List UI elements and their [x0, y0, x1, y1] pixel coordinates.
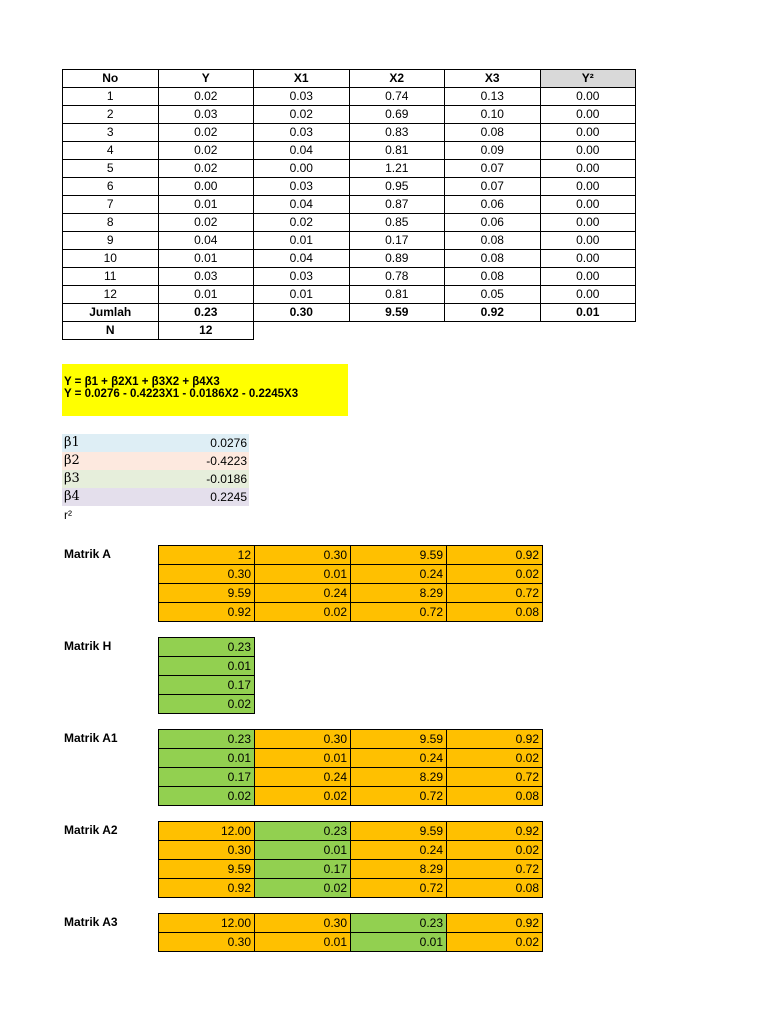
- matrix-cell[interactable]: 9.59: [351, 822, 447, 841]
- matrix-cell[interactable]: 0.92: [159, 603, 255, 622]
- table-cell[interactable]: 10: [63, 250, 159, 268]
- table-cell[interactable]: 0.00: [540, 124, 636, 142]
- matrix-cell[interactable]: 0.02: [447, 841, 543, 860]
- column-header[interactable]: X1: [254, 70, 350, 88]
- table-cell[interactable]: 0.04: [254, 142, 350, 160]
- matrix-cell[interactable]: 8.29: [351, 860, 447, 879]
- matrix-cell[interactable]: 0.02: [255, 787, 351, 806]
- table-cell[interactable]: 0.00: [540, 250, 636, 268]
- table-cell[interactable]: 0.00: [540, 160, 636, 178]
- sum-cell[interactable]: 0.92: [445, 304, 541, 322]
- table-cell[interactable]: 0.00: [540, 88, 636, 106]
- matrix-cell[interactable]: 0.92: [447, 546, 543, 565]
- matrix-cell[interactable]: 9.59: [351, 730, 447, 749]
- table-cell[interactable]: 0.09: [445, 142, 541, 160]
- table-cell[interactable]: 0.08: [445, 124, 541, 142]
- matrix-cell[interactable]: 0.72: [351, 787, 447, 806]
- matrix-cell[interactable]: 0.72: [351, 603, 447, 622]
- matrix-cell[interactable]: 0.24: [351, 565, 447, 584]
- table-cell[interactable]: 0.04: [254, 196, 350, 214]
- matrix-cell[interactable]: 0.72: [447, 860, 543, 879]
- matrix-row: [159, 730, 543, 749]
- table-cell[interactable]: 8: [63, 214, 159, 232]
- table-cell[interactable]: 0.06: [445, 214, 541, 232]
- table-cell[interactable]: 12: [63, 286, 159, 304]
- matrix-cell[interactable]: 0.30: [255, 730, 351, 749]
- table-cell[interactable]: 0.02: [254, 106, 350, 124]
- n-cell[interactable]: 12: [158, 322, 254, 340]
- table-cell[interactable]: 0.87: [349, 196, 445, 214]
- table-cell[interactable]: 0.04: [254, 250, 350, 268]
- matrix-cell[interactable]: 0.92: [447, 730, 543, 749]
- matrix-row: [159, 933, 543, 952]
- matrix-cell[interactable]: 0.17: [159, 768, 255, 787]
- table-cell[interactable]: 0.00: [540, 196, 636, 214]
- matrix-row: [159, 768, 543, 787]
- table-cell[interactable]: 1: [63, 88, 159, 106]
- matrix-cell[interactable]: 9.59: [351, 546, 447, 565]
- matrix-cell[interactable]: 0.23: [159, 638, 255, 657]
- matrix-cell[interactable]: 12.00: [159, 914, 255, 933]
- matrix-cell[interactable]: 0.01: [255, 841, 351, 860]
- table-cell[interactable]: 0.69: [349, 106, 445, 124]
- table-cell[interactable]: 0.00: [540, 232, 636, 250]
- table-cell[interactable]: 11: [63, 268, 159, 286]
- equation-general: Y = β1 + β2X1 + β3X2 + β4X3: [64, 376, 220, 388]
- table-cell[interactable]: 0.01: [254, 286, 350, 304]
- data-table: [62, 69, 636, 340]
- matrix-row: [159, 860, 543, 879]
- matrix-cell[interactable]: 12: [159, 546, 255, 565]
- beta-row: [62, 488, 249, 506]
- table-cell[interactable]: 2: [63, 106, 159, 124]
- matrix-cell[interactable]: 0.24: [351, 841, 447, 860]
- table-cell[interactable]: 0.03: [254, 178, 350, 196]
- table-row: [63, 160, 636, 178]
- beta-row: [62, 470, 249, 488]
- table-row: [63, 268, 636, 286]
- matrix-cell[interactable]: 0.92: [447, 822, 543, 841]
- column-header[interactable]: X2: [349, 70, 445, 88]
- table-cell[interactable]: 0.07: [445, 160, 541, 178]
- table-cell[interactable]: 0.00: [540, 178, 636, 196]
- matrix-row: [159, 603, 543, 622]
- matrix-cell[interactable]: 0.30: [159, 841, 255, 860]
- table-cell[interactable]: 0.08: [445, 232, 541, 250]
- table-cell[interactable]: 0.00: [540, 214, 636, 232]
- matrix-cell[interactable]: 0.01: [255, 933, 351, 952]
- table-row: [63, 142, 636, 160]
- table-row: [63, 178, 636, 196]
- table-cell[interactable]: 0.04: [158, 232, 254, 250]
- table-row: [63, 106, 636, 124]
- table-cell[interactable]: 0.02: [158, 160, 254, 178]
- matrix-cell[interactable]: 0.02: [255, 879, 351, 898]
- matrix-cell[interactable]: 0.02: [447, 933, 543, 952]
- table-cell[interactable]: 0.08: [445, 250, 541, 268]
- table-row: [63, 286, 636, 304]
- matrix-cell[interactable]: 0.02: [447, 565, 543, 584]
- table-cell[interactable]: 0.02: [158, 142, 254, 160]
- matrix-cell[interactable]: 0.08: [447, 787, 543, 806]
- beta-name[interactable]: β2: [64, 453, 80, 468]
- beta-name[interactable]: β1: [64, 435, 80, 450]
- table-cell[interactable]: 0.00: [540, 268, 636, 286]
- matrix-row: [159, 822, 543, 841]
- table-cell[interactable]: 0.00: [158, 178, 254, 196]
- table-cell[interactable]: 0.00: [540, 286, 636, 304]
- matrix-table: [158, 821, 543, 898]
- table-cell[interactable]: 0.01: [158, 196, 254, 214]
- matrix-label: Matrik A3: [64, 915, 118, 929]
- beta-value[interactable]: 0.0276: [210, 436, 247, 450]
- matrix-cell[interactable]: 0.72: [447, 768, 543, 787]
- n-row: [63, 322, 636, 340]
- sum-cell[interactable]: 0.01: [540, 304, 636, 322]
- table-row: [63, 124, 636, 142]
- matrix-cell[interactable]: 0.30: [159, 565, 255, 584]
- matrix-cell[interactable]: 0.02: [447, 749, 543, 768]
- table-cell[interactable]: 0.02: [158, 214, 254, 232]
- matrix-cell[interactable]: 0.72: [447, 584, 543, 603]
- matrix-cell[interactable]: 0.72: [351, 879, 447, 898]
- matrix-cell[interactable]: 0.02: [159, 695, 255, 714]
- table-cell[interactable]: 0.02: [158, 124, 254, 142]
- table-cell[interactable]: 6: [63, 178, 159, 196]
- beta-name[interactable]: β3: [64, 471, 80, 486]
- matrix-label: Matrik H: [64, 639, 112, 653]
- matrix-cell[interactable]: 0.23: [351, 914, 447, 933]
- matrix-cell[interactable]: 0.01: [159, 657, 255, 676]
- matrix-label: Matrik A2: [64, 823, 118, 837]
- matrix-cell[interactable]: 0.30: [255, 914, 351, 933]
- equation-estimated: Y = 0.0276 - 0.4223X1 - 0.0186X2 - 0.2245X3: [64, 388, 299, 400]
- matrix-cell[interactable]: 0.01: [255, 749, 351, 768]
- table-cell[interactable]: 0.78: [349, 268, 445, 286]
- table-cell[interactable]: 0.00: [540, 142, 636, 160]
- table-cell[interactable]: 0.81: [349, 142, 445, 160]
- table-cell[interactable]: 0.07: [445, 178, 541, 196]
- table-cell[interactable]: 0.00: [254, 160, 350, 178]
- table-cell[interactable]: 0.83: [349, 124, 445, 142]
- beta-row: [62, 452, 249, 470]
- table-cell[interactable]: 0.02: [158, 88, 254, 106]
- table-cell[interactable]: 0.89: [349, 250, 445, 268]
- matrix-cell[interactable]: 0.30: [159, 933, 255, 952]
- empty-cell: [349, 322, 445, 340]
- table-row: [63, 250, 636, 268]
- matrix-table: [158, 545, 543, 622]
- table-cell[interactable]: 0.03: [254, 124, 350, 142]
- matrix-row: [159, 841, 543, 860]
- table-cell[interactable]: 4: [63, 142, 159, 160]
- sum-cell[interactable]: 0.23: [158, 304, 254, 322]
- matrix-row: [159, 676, 255, 695]
- matrix-cell[interactable]: 0.23: [255, 822, 351, 841]
- matrix-cell[interactable]: 0.08: [447, 603, 543, 622]
- table-cell[interactable]: 0.03: [254, 88, 350, 106]
- empty-cell: [540, 322, 636, 340]
- beta-value[interactable]: -0.4223: [206, 454, 247, 468]
- beta-row: [62, 434, 249, 452]
- matrix-cell[interactable]: 0.30: [255, 546, 351, 565]
- table-cell[interactable]: 0.74: [349, 88, 445, 106]
- matrix-cell[interactable]: 8.29: [351, 584, 447, 603]
- sum-cell[interactable]: 0.30: [254, 304, 350, 322]
- table-cell[interactable]: 0.06: [445, 196, 541, 214]
- matrix-cell[interactable]: 0.17: [255, 860, 351, 879]
- table-cell[interactable]: 0.03: [158, 106, 254, 124]
- table-cell[interactable]: 0.00: [540, 106, 636, 124]
- table-row: [63, 88, 636, 106]
- table-cell[interactable]: 0.08: [445, 268, 541, 286]
- table-cell[interactable]: 0.01: [254, 232, 350, 250]
- matrix-cell[interactable]: 9.59: [159, 860, 255, 879]
- matrix-row: [159, 657, 255, 676]
- matrix-cell[interactable]: 9.59: [159, 584, 255, 603]
- n-cell[interactable]: N: [63, 322, 159, 340]
- matrix-cell[interactable]: 0.02: [159, 787, 255, 806]
- table-cell[interactable]: 3: [63, 124, 159, 142]
- table-row: [63, 232, 636, 250]
- matrix-row: [159, 749, 543, 768]
- matrix-label: Matrik A: [64, 547, 111, 561]
- table-cell[interactable]: 0.05: [445, 286, 541, 304]
- table-row: [63, 196, 636, 214]
- column-header[interactable]: Y²: [540, 70, 636, 88]
- matrix-row: [159, 695, 255, 714]
- sum-cell[interactable]: 9.59: [349, 304, 445, 322]
- table-cell[interactable]: 0.85: [349, 214, 445, 232]
- column-header[interactable]: Y: [158, 70, 254, 88]
- matrix-cell[interactable]: 0.17: [159, 676, 255, 695]
- matrix-row: [159, 565, 543, 584]
- table-cell[interactable]: 0.01: [158, 286, 254, 304]
- matrix-cell[interactable]: 0.24: [255, 584, 351, 603]
- matrix-row: [159, 914, 543, 933]
- matrix-cell[interactable]: 0.08: [447, 879, 543, 898]
- matrix-cell[interactable]: 0.01: [351, 933, 447, 952]
- matrix-cell[interactable]: 0.23: [159, 730, 255, 749]
- table-cell[interactable]: 0.03: [158, 268, 254, 286]
- table-cell[interactable]: 7: [63, 196, 159, 214]
- header-row: [63, 70, 636, 88]
- matrix-cell[interactable]: 12.00: [159, 822, 255, 841]
- sum-cell[interactable]: Jumlah: [63, 304, 159, 322]
- table-cell[interactable]: 5: [63, 160, 159, 178]
- matrix-row: [159, 546, 543, 565]
- column-header[interactable]: No: [63, 70, 159, 88]
- matrix-row: [159, 584, 543, 603]
- table-cell[interactable]: 0.81: [349, 286, 445, 304]
- table-cell[interactable]: 0.95: [349, 178, 445, 196]
- matrix-table: [158, 913, 543, 952]
- table-cell[interactable]: 0.13: [445, 88, 541, 106]
- matrix-label: Matrik A1: [64, 731, 118, 745]
- table-cell[interactable]: 9: [63, 232, 159, 250]
- table-cell[interactable]: 0.17: [349, 232, 445, 250]
- beta-coefficients-table: [62, 434, 249, 506]
- matrix-cell[interactable]: 0.92: [447, 914, 543, 933]
- matrix-cell[interactable]: 0.24: [255, 768, 351, 787]
- matrix-row: [159, 787, 543, 806]
- column-header[interactable]: X3: [445, 70, 541, 88]
- matrix-table: [158, 729, 543, 806]
- r-squared-label: r²: [64, 508, 72, 522]
- matrix-row: [159, 638, 255, 657]
- matrix-cell[interactable]: 0.92: [159, 879, 255, 898]
- beta-name[interactable]: β4: [64, 489, 80, 504]
- empty-cell: [445, 322, 541, 340]
- table-cell[interactable]: 0.02: [254, 214, 350, 232]
- table-cell[interactable]: 0.01: [158, 250, 254, 268]
- matrix-table: [158, 637, 255, 714]
- matrix-cell[interactable]: 8.29: [351, 768, 447, 787]
- table-cell[interactable]: 1.21: [349, 160, 445, 178]
- regression-equation-box: [62, 364, 348, 416]
- beta-value[interactable]: -0.0186: [206, 472, 247, 486]
- matrix-cell[interactable]: 0.24: [351, 749, 447, 768]
- jumlah-row: [63, 304, 636, 322]
- matrix-cell[interactable]: 0.01: [159, 749, 255, 768]
- matrix-cell[interactable]: 0.01: [255, 565, 351, 584]
- table-cell[interactable]: 0.03: [254, 268, 350, 286]
- beta-value[interactable]: 0.2245: [210, 490, 247, 504]
- empty-cell: [254, 322, 350, 340]
- matrix-row: [159, 879, 543, 898]
- table-row: [63, 214, 636, 232]
- matrix-cell[interactable]: 0.02: [255, 603, 351, 622]
- table-cell[interactable]: 0.10: [445, 106, 541, 124]
